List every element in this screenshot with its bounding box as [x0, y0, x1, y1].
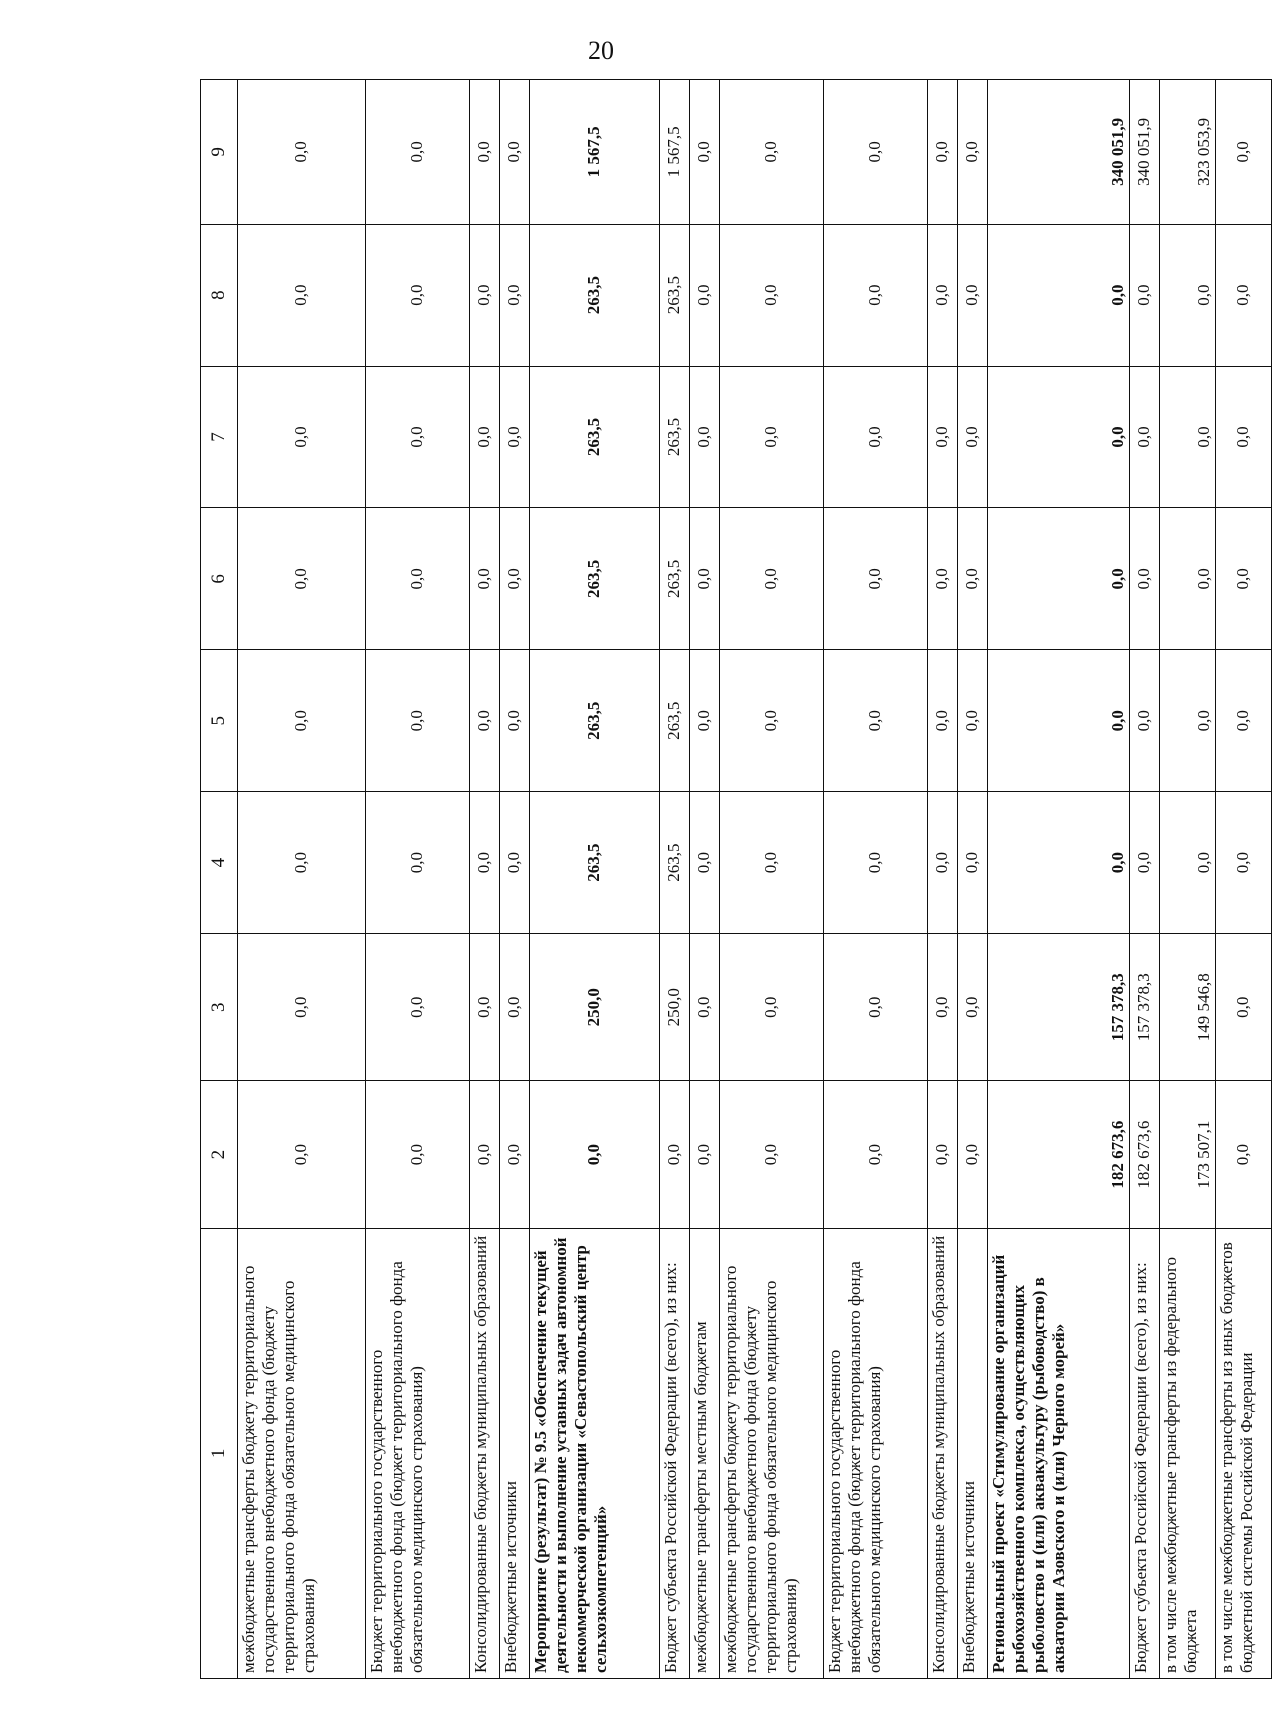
- cell-col-2: 0,0: [366, 1081, 470, 1228]
- table-body: [238, 80, 1272, 1679]
- table-row: [238, 80, 366, 1679]
- cell-col-4: 0,0: [988, 792, 1130, 934]
- cell-col-9: 0,0: [1216, 80, 1272, 225]
- cell-col-3: 157 378,3: [1130, 934, 1160, 1081]
- cell-col-6: 0,0: [1216, 508, 1272, 650]
- header-row: [201, 80, 238, 1679]
- cell-col-6: 0,0: [238, 508, 366, 650]
- cell-col-6: 0,0: [470, 508, 500, 650]
- cell-col-5: 263,5: [530, 650, 660, 792]
- cell-col-9: 0,0: [824, 80, 928, 225]
- table-row: [824, 80, 928, 1679]
- cell-col-6: 0,0: [988, 508, 1130, 650]
- cell-col-4: 0,0: [1160, 792, 1216, 934]
- row-label: Региональный проект «Стимулирование организаций рыбохозяйственного комплекса, осуществляющих рыболовство и (или) аквакультуру (рыбоводство) в акватории Азовского и (или) Черного морей»: [988, 1228, 1130, 1678]
- cell-col-9: 0,0: [928, 80, 958, 225]
- table-row: [1216, 80, 1272, 1679]
- cell-col-3: 149 546,8: [1160, 934, 1216, 1081]
- column-header: 8: [201, 224, 238, 366]
- row-label: межбюджетные трансферты бюджету территориального государственного внебюджетного фонда (бюджету территориального фонда обязательного медицинского страхования): [238, 1228, 366, 1678]
- cell-col-8: 0,0: [720, 224, 824, 366]
- cell-col-5: 0,0: [1160, 650, 1216, 792]
- table-row: [720, 80, 824, 1679]
- cell-col-5: 0,0: [366, 650, 470, 792]
- cell-col-7: 263,5: [530, 366, 660, 508]
- cell-col-4: 263,5: [530, 792, 660, 934]
- cell-col-9: 323 053,9: [1160, 80, 1216, 225]
- cell-col-5: 263,5: [660, 650, 690, 792]
- cell-col-7: 0,0: [1160, 366, 1216, 508]
- cell-col-5: 0,0: [1216, 650, 1272, 792]
- cell-col-4: 0,0: [824, 792, 928, 934]
- cell-col-4: 0,0: [470, 792, 500, 934]
- cell-col-6: 0,0: [1130, 508, 1160, 650]
- column-header: 9: [201, 80, 238, 225]
- cell-col-7: 0,0: [958, 366, 988, 508]
- cell-col-3: 0,0: [690, 934, 720, 1081]
- cell-col-9: 1 567,5: [530, 80, 660, 225]
- row-label: Консолидированные бюджеты муниципальных образований: [470, 1228, 500, 1678]
- cell-col-2: 0,0: [530, 1081, 660, 1228]
- cell-col-9: 0,0: [238, 80, 366, 225]
- cell-col-2: 0,0: [928, 1081, 958, 1228]
- column-header: 3: [201, 934, 238, 1081]
- budget-table: [200, 79, 1272, 1679]
- table-row: [1160, 80, 1216, 1679]
- cell-col-8: 0,0: [824, 224, 928, 366]
- cell-col-3: 0,0: [928, 934, 958, 1081]
- cell-col-8: 0,0: [958, 224, 988, 366]
- cell-col-3: 250,0: [660, 934, 690, 1081]
- cell-col-6: 263,5: [530, 508, 660, 650]
- cell-col-4: 0,0: [366, 792, 470, 934]
- table-row: [928, 80, 958, 1679]
- cell-col-8: 263,5: [660, 224, 690, 366]
- cell-col-5: 0,0: [988, 650, 1130, 792]
- cell-col-7: 263,5: [660, 366, 690, 508]
- cell-col-8: 0,0: [470, 224, 500, 366]
- cell-col-2: 0,0: [824, 1081, 928, 1228]
- cell-col-4: 0,0: [500, 792, 530, 934]
- cell-col-8: 263,5: [530, 224, 660, 366]
- cell-col-7: 0,0: [470, 366, 500, 508]
- cell-col-8: 0,0: [366, 224, 470, 366]
- rotated-table-container: [200, 79, 1257, 1679]
- cell-col-2: 0,0: [238, 1081, 366, 1228]
- cell-col-9: 0,0: [366, 80, 470, 225]
- cell-col-8: 0,0: [500, 224, 530, 366]
- cell-col-8: 0,0: [1160, 224, 1216, 366]
- row-label: Консолидированные бюджеты муниципальных образований: [928, 1228, 958, 1678]
- cell-col-9: 1 567,5: [660, 80, 690, 225]
- cell-col-7: 0,0: [1130, 366, 1160, 508]
- cell-col-6: 263,5: [660, 508, 690, 650]
- cell-col-6: 0,0: [1160, 508, 1216, 650]
- row-label: межбюджетные трансферты бюджету территориального государственного внебюджетного фонда (бюджету территориального фонда обязательного медицинского страхования): [720, 1228, 824, 1678]
- cell-col-3: 250,0: [530, 934, 660, 1081]
- cell-col-3: 0,0: [958, 934, 988, 1081]
- cell-col-5: 0,0: [720, 650, 824, 792]
- table-row: [988, 80, 1130, 1679]
- cell-col-3: 0,0: [470, 934, 500, 1081]
- cell-col-6: 0,0: [720, 508, 824, 650]
- column-header: 2: [201, 1081, 238, 1228]
- row-label: межбюджетные трансферты местным бюджетам: [690, 1228, 720, 1678]
- cell-col-6: 0,0: [928, 508, 958, 650]
- cell-col-4: 0,0: [1216, 792, 1272, 934]
- row-label: в том числе межбюджетные трансферты из федерального бюджета: [1160, 1228, 1216, 1678]
- column-header: 4: [201, 792, 238, 934]
- cell-col-2: 0,0: [690, 1081, 720, 1228]
- cell-col-4: 0,0: [238, 792, 366, 934]
- cell-col-6: 0,0: [824, 508, 928, 650]
- cell-col-2: 173 507,1: [1160, 1081, 1216, 1228]
- row-label: Бюджет субъекта Российской Федерации (всего), из них:: [660, 1228, 690, 1678]
- cell-col-8: 0,0: [988, 224, 1130, 366]
- cell-col-3: 0,0: [1216, 934, 1272, 1081]
- cell-col-2: 182 673,6: [1130, 1081, 1160, 1228]
- cell-col-2: 182 673,6: [988, 1081, 1130, 1228]
- cell-col-8: 0,0: [928, 224, 958, 366]
- table-row: [530, 80, 660, 1679]
- cell-col-6: 0,0: [958, 508, 988, 650]
- cell-col-7: 0,0: [988, 366, 1130, 508]
- cell-col-5: 0,0: [690, 650, 720, 792]
- table-row: [958, 80, 988, 1679]
- cell-col-7: 0,0: [928, 366, 958, 508]
- cell-col-6: 0,0: [500, 508, 530, 650]
- cell-col-6: 0,0: [690, 508, 720, 650]
- cell-col-4: 0,0: [958, 792, 988, 934]
- cell-col-5: 0,0: [824, 650, 928, 792]
- cell-col-5: 0,0: [500, 650, 530, 792]
- cell-col-9: 0,0: [690, 80, 720, 225]
- row-label: Бюджет субъекта Российской Федерации (всего), из них:: [1130, 1228, 1160, 1678]
- cell-col-6: 0,0: [366, 508, 470, 650]
- table-row: [690, 80, 720, 1679]
- cell-col-5: 0,0: [958, 650, 988, 792]
- table-row: [500, 80, 530, 1679]
- row-label: Внебюджетные источники: [958, 1228, 988, 1678]
- row-label: Внебюджетные источники: [500, 1228, 530, 1678]
- cell-col-2: 0,0: [500, 1081, 530, 1228]
- cell-col-8: 0,0: [1130, 224, 1160, 366]
- cell-col-3: 0,0: [720, 934, 824, 1081]
- cell-col-5: 0,0: [238, 650, 366, 792]
- cell-col-3: 0,0: [500, 934, 530, 1081]
- cell-col-5: 0,0: [928, 650, 958, 792]
- cell-col-8: 0,0: [1216, 224, 1272, 366]
- cell-col-3: 0,0: [238, 934, 366, 1081]
- cell-col-4: 0,0: [928, 792, 958, 934]
- cell-col-5: 0,0: [1130, 650, 1160, 792]
- cell-col-9: 340 051,9: [988, 80, 1130, 225]
- table-row: [1130, 80, 1160, 1679]
- cell-col-7: 0,0: [824, 366, 928, 508]
- cell-col-4: 263,5: [660, 792, 690, 934]
- cell-col-7: 0,0: [720, 366, 824, 508]
- cell-col-4: 0,0: [1130, 792, 1160, 934]
- cell-col-7: 0,0: [366, 366, 470, 508]
- cell-col-9: 0,0: [720, 80, 824, 225]
- cell-col-7: 0,0: [500, 366, 530, 508]
- column-header: 1: [201, 1228, 238, 1678]
- cell-col-3: 0,0: [824, 934, 928, 1081]
- column-header: 7: [201, 366, 238, 508]
- cell-col-2: 0,0: [1216, 1081, 1272, 1228]
- row-label: в том числе межбюджетные трансферты из иных бюджетов бюджетной системы Российской Федерации: [1216, 1228, 1272, 1678]
- row-label: Мероприятие (результат) № 9.5 «Обеспечение текущей деятельности и выполнение уставных задач автономной некоммерческой организации «Севастопольский центр сельхозкомпетенций»: [530, 1228, 660, 1678]
- cell-col-8: 0,0: [238, 224, 366, 366]
- row-label: Бюджет территориального государственного внебюджетного фонда (бюджет территориального фонда обязательного медицинского страхования): [824, 1228, 928, 1678]
- cell-col-4: 0,0: [690, 792, 720, 934]
- cell-col-2: 0,0: [720, 1081, 824, 1228]
- cell-col-7: 0,0: [238, 366, 366, 508]
- cell-col-4: 0,0: [720, 792, 824, 934]
- cell-col-3: 157 378,3: [988, 934, 1130, 1081]
- cell-col-9: 340 051,9: [1130, 80, 1160, 225]
- cell-col-7: 0,0: [1216, 366, 1272, 508]
- page-number: 20: [588, 36, 614, 65]
- table-row: [366, 80, 470, 1679]
- cell-col-2: 0,0: [958, 1081, 988, 1228]
- row-label: Бюджет территориального государственного внебюджетного фонда (бюджет территориального фонда обязательного медицинского страхования): [366, 1228, 470, 1678]
- cell-col-9: 0,0: [500, 80, 530, 225]
- cell-col-2: 0,0: [470, 1081, 500, 1228]
- column-header: 5: [201, 650, 238, 792]
- cell-col-8: 0,0: [690, 224, 720, 366]
- column-header: 6: [201, 508, 238, 650]
- cell-col-9: 0,0: [470, 80, 500, 225]
- table-row: [660, 80, 690, 1679]
- table-row: [470, 80, 500, 1679]
- cell-col-7: 0,0: [690, 366, 720, 508]
- cell-col-2: 0,0: [660, 1081, 690, 1228]
- cell-col-3: 0,0: [366, 934, 470, 1081]
- cell-col-5: 0,0: [470, 650, 500, 792]
- cell-col-9: 0,0: [958, 80, 988, 225]
